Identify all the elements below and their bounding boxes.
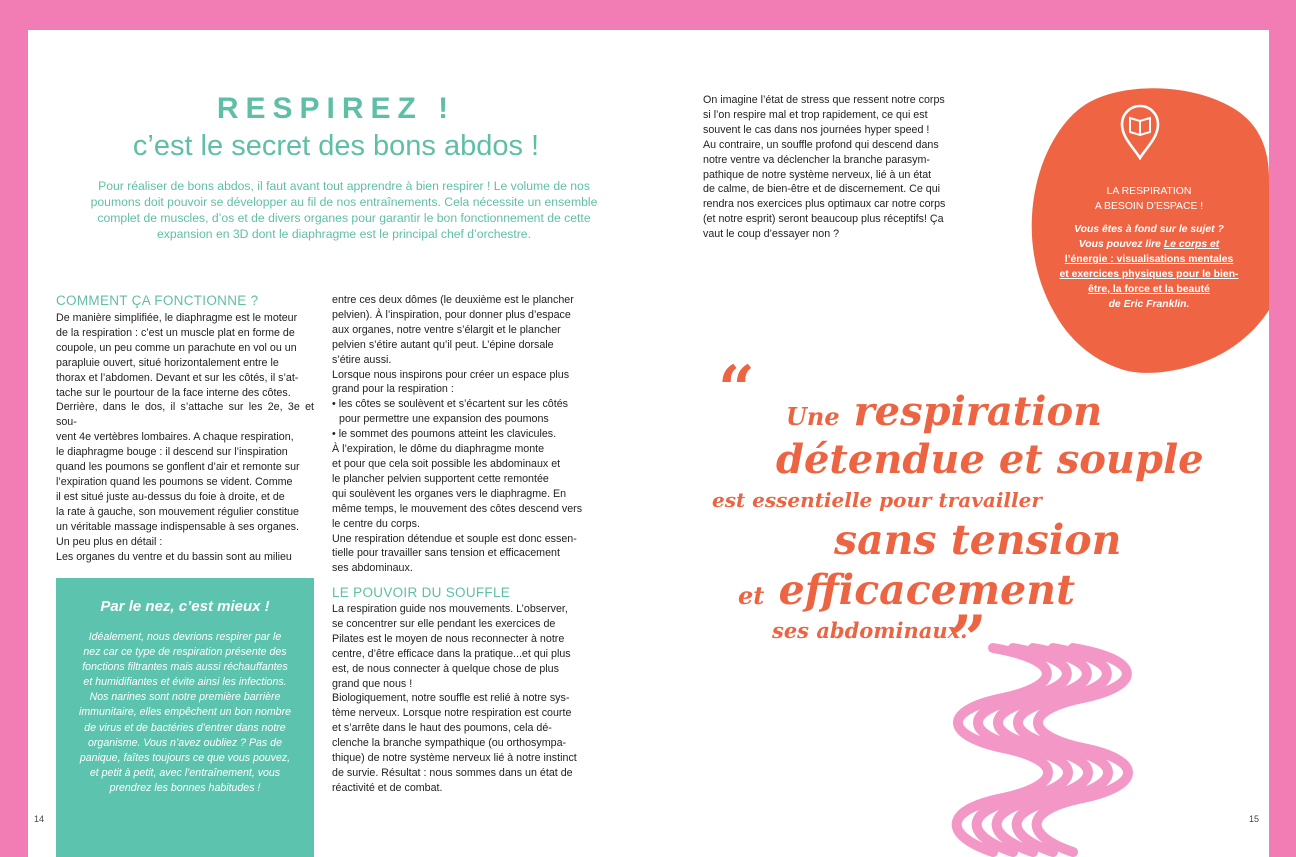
text-line: pathique de notre système nerveux, lié à un état	[703, 168, 932, 181]
intro-line: expansion en 3D dont le diaphragme est le principal chef d’orchestre.	[157, 227, 531, 241]
text-line: qui soulèvent les organes vers le diaphragme. En	[332, 487, 567, 500]
intro-line: Pour réaliser de bons abdos, il faut avant tout apprendre à bien respirer ! Le volume de nos	[98, 179, 590, 193]
text-line: grand que nous !	[332, 677, 413, 690]
text-line: se concentrer sur elle pendant les exercices de	[332, 617, 556, 630]
tip-line: panique, faîtes toujours ce que vous pouvez,	[79, 751, 291, 764]
text-line: tème nerveux. Lorsque notre respiration est courte	[332, 707, 572, 720]
text-line: l’expiration quand les poumons se vident. Comme	[56, 475, 293, 488]
text-line: De manière simplifiée, le diaphragme est le moteur	[56, 312, 298, 324]
text-line: grand pour la respiration :	[332, 383, 454, 396]
book-pin-icon	[1120, 104, 1160, 160]
text-line: La respiration guide nos mouvements. L’observer,	[332, 603, 568, 615]
page-subtitle: c’est le secret des bons abdos !	[132, 130, 540, 162]
text-line: pelvien). À l’inspiration, pour donner plus d’espace	[332, 308, 571, 321]
book-link-line[interactable]: l’énergie : visualisations mentales	[1064, 254, 1234, 265]
text-line: • le sommet des poumons atteint les clavicules.	[332, 428, 557, 441]
tip-line: et humidifiantes et évite ainsi les infections.	[83, 676, 287, 689]
text-line: tielle pour travailler sans tension et efficacement	[332, 547, 560, 560]
text-line: et s’arrête dans le haut des poumons, cela dé-	[332, 722, 552, 735]
text-line: On imagine l’état de stress que ressent notre corps	[703, 94, 945, 106]
quote-word: efficacement	[778, 566, 1076, 614]
text-line: le diaphragme bouge : il descend sur l’inspiration	[56, 446, 288, 459]
quote-word: Une	[786, 402, 840, 431]
text-line: Lorsque nous inspirons pour créer un espace plus	[332, 368, 570, 381]
page-title: RESPIREZ !	[216, 92, 456, 125]
quote-line-4: sans tension	[834, 516, 1122, 564]
text-line: pelvien s’étire autant qu’il peut. L’épine dorsale	[332, 338, 554, 351]
book-link-line[interactable]: Le corps et	[1163, 239, 1220, 250]
tip-line: de virus et de bactéries d’entrer dans notre	[84, 721, 286, 734]
text-line: est, de nous connecter à quelque chose de plus	[332, 662, 559, 675]
sidebar-heading-line: A BESOIN D’ESPACE !	[1094, 201, 1204, 212]
book-spread	[28, 30, 1269, 857]
text-line: ses abdominaux.	[332, 562, 413, 575]
column-2b-text	[332, 602, 589, 796]
sidebar-italic-line: Vous êtes à fond sur le sujet ?	[1074, 224, 1224, 235]
close-quote-mark: ”	[950, 602, 987, 677]
text-line: vaut le coup d’essayer non ?	[703, 228, 840, 241]
tip-box	[56, 578, 314, 857]
text-line: souvent le cas dans nos journées hyper speed !	[703, 123, 930, 136]
intro-line: poumons doit pouvoir se développer au fil de nos entraînements. Cela nécessite un ensemble	[90, 195, 598, 209]
tip-line: fonctions filtrantes mais aussi réchauffantes	[82, 661, 288, 674]
text-line: s’étire aussi.	[332, 353, 392, 366]
text-line: le plancher pelvien supportent cette remontée	[332, 472, 549, 485]
text-line: Les organes du ventre et du bassin sont au milieu	[56, 550, 292, 563]
text-line: réactivité et de combat.	[332, 781, 443, 794]
column-2-text	[332, 293, 589, 576]
text-line: • les côtes se soulèvent et s’écartent sur les côtés	[332, 398, 569, 411]
tip-line: prendrez les bonnes habitudes !	[109, 781, 261, 794]
page-number-left: 14	[34, 814, 45, 824]
quote-word: et	[738, 581, 765, 610]
text-line: la rate à gauche, son mouvement régulier constitue	[56, 505, 299, 518]
intro-paragraph	[64, 178, 624, 242]
tip-line: organisme. Vous n’avez oubliez ? Pas de	[88, 736, 282, 749]
tip-line: Idéalement, nous devrions respirer par le	[88, 631, 282, 643]
quote-word: respiration	[853, 388, 1103, 435]
tip-box-text	[74, 630, 296, 796]
quote-line-3: est essentielle pour travailler	[712, 488, 1042, 512]
open-quote-mark: “	[718, 352, 755, 427]
tip-box-title: Par le nez, c’est mieux !	[100, 598, 270, 615]
text-line: quand les poumons se gonflent d’air et remonte sur	[56, 461, 300, 474]
column-3-text	[703, 93, 961, 242]
pull-quote	[708, 352, 1204, 677]
page-number-right: 15	[1249, 814, 1260, 824]
tip-line: immunitaire, elles empêchent un bon nombre	[79, 706, 291, 719]
sidebar-author: de Eric Franklin.	[1108, 299, 1190, 310]
text-line: tache sur le pourtour de la face interne des côtes.	[56, 386, 291, 399]
text-line: (et notre esprit) seront beaucoup plus réceptifs! Ça	[703, 213, 944, 226]
column-1-text	[56, 311, 314, 564]
text-line: coupole, un peu comme un parachute en vol ou un	[56, 341, 297, 354]
text-line: notre ventre va déclencher la branche parasym-	[703, 153, 930, 166]
text-line: même temps, le mouvement des côtes descend vers	[332, 502, 583, 515]
quote-line-5	[738, 566, 1075, 614]
text-line: de la respiration : c’est un muscle plat en forme de	[56, 326, 295, 339]
text-line: pour permettre une expansion des poumons	[339, 413, 549, 426]
text-line: de calme, de bien-être et de discernement. Ce qui	[703, 183, 941, 196]
text-line: Un peu plus en détail :	[56, 535, 163, 548]
tip-line: et petit à petit, avec l’entraînement, vous	[89, 766, 281, 779]
text-line: aux organes, notre ventre s’élargit et le plancher	[332, 323, 561, 336]
text-line: entre ces deux dômes (le deuxième est le plancher	[332, 294, 574, 306]
text-line: un véritable massage indispensable à ses organes.	[56, 520, 299, 533]
text-line: Derrière, dans le dos, il s’attache sur les 2e, 3e et sou-	[56, 401, 314, 429]
sidebar-italic-prefix: Vous pouvez lire	[1078, 239, 1164, 250]
book-link-line[interactable]: et exercices physiques pour le bien-	[1059, 269, 1239, 280]
text-line: À l’expiration, le dôme du diaphragme monte	[332, 443, 545, 456]
tip-line: nez car ce type de respiration présente des	[83, 646, 287, 659]
text-line: et pour que cela soit possible les abdominaux et	[332, 457, 561, 470]
intro-line: complet de muscles, d’os et de divers organes pour garantir le bon fonctionnement de cette	[97, 211, 591, 225]
quote-line-1	[786, 388, 1102, 435]
text-line: Une respiration détendue et souple est donc essen-	[332, 532, 577, 545]
quote-line-2: détendue et souple	[776, 436, 1204, 483]
text-line: centre, d’être efficace dans la pratique...et qui plus	[332, 647, 571, 660]
text-line: Au contraire, un souffle profond qui descend dans	[703, 138, 939, 151]
section-heading-comment: COMMENT ÇA FONCTIONNE ?	[56, 293, 259, 308]
quote-line-6: ses abdominaux.	[772, 618, 968, 643]
book-link-line[interactable]: être, la force et la beauté	[1088, 284, 1210, 295]
text-line: Biologiquement, notre souffle est relié à notre sys-	[332, 692, 570, 705]
tip-line: Nos narines sont notre première barrière	[89, 691, 281, 704]
sidebar-reference	[1034, 237, 1264, 252]
sidebar-heading-line: LA RESPIRATION	[1106, 186, 1192, 197]
text-line: vent 4e vertèbres lombaires. A chaque respiration,	[56, 431, 294, 444]
text-line: si l’on respire mal et trop rapidement, ce qui est	[703, 108, 928, 121]
text-line: il est situé juste au-dessus du foie à droite, et de	[56, 490, 285, 503]
wave-decoration	[913, 640, 1163, 857]
text-line: clenche la branche sympathique (ou orthosympa-	[332, 737, 567, 750]
text-line: de survie. Résultat : nous sommes dans un état de	[332, 766, 573, 779]
sidebar-text	[1034, 184, 1264, 312]
text-line: parapluie ouvert, situé horizontalement entre le	[56, 356, 279, 369]
text-line: le centre du corps.	[332, 517, 420, 530]
text-line: rendra nos exercices plus optimaux car notre corps	[703, 198, 946, 211]
text-line: thique) de notre système nerveux lié à notre instinct	[332, 752, 577, 765]
text-line: thorax et l’abdomen. Devant et sur les côtés, il s’at-	[56, 371, 299, 384]
text-line: Pilates est le moyen de nous reconnecter à notre	[332, 632, 565, 645]
section-heading-souffle: LE POUVOIR DU SOUFFLE	[332, 585, 511, 600]
